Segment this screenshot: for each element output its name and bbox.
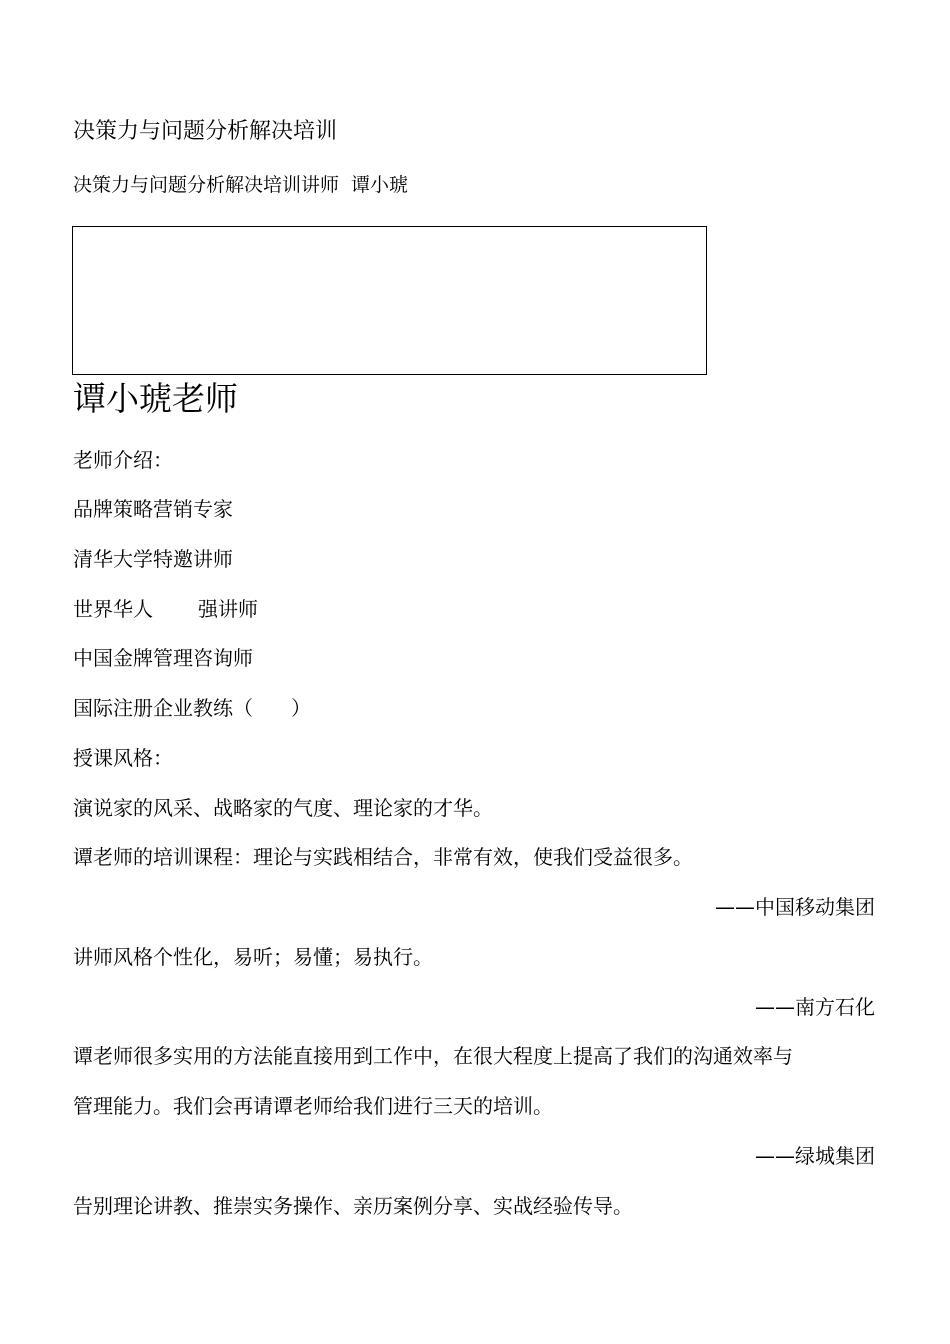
document-title: 决策力与问题分析解决培训 [73,119,338,144]
testimonial-source: ——绿城集团 [755,1144,875,1168]
testimonial-quote: 讲师风格个性化，易听；易懂；易执行。 [73,945,433,969]
credential-item [73,599,258,619]
credential-item: 品牌策略营销专家 [73,497,233,521]
credential-item: 中国金牌管理咨询师 [73,646,253,670]
testimonial-source: ——南方石化 [755,995,875,1019]
credential-part: 强讲师 [198,597,258,621]
lecturer-name-heading: 谭小琥老师 [73,379,238,418]
closing-statement: 告别理论讲教、推崇实务操作、亲历案例分享、实战经验传导。 [73,1194,633,1218]
testimonial-quote-line: 管理能力。我们会再请谭老师给我们进行三天的培训。 [73,1094,553,1118]
credential-item [73,698,311,718]
subtitle-text: 决策力与问题分析解决培训讲师 [73,174,340,196]
testimonial-quote-line: 谭老师很多实用的方法能直接用到工作中，在很大程度上提高了我们的沟通效率与 [73,1044,793,1068]
teaching-style-label: 授课风格： [73,746,173,770]
credential-part: 国际注册企业教练（ [73,696,253,720]
subtitle-lecturer-name: 谭小琥 [351,174,409,196]
testimonial-quote: 谭老师的培训课程：理论与实践相结合，非常有效，使我们受益很多。 [73,845,693,869]
credential-item: 清华大学特邀讲师 [73,547,233,571]
intro-label: 老师介绍： [73,448,173,472]
credential-part: 世界华人 [73,597,153,621]
testimonial-source: ——中国移动集团 [715,895,875,919]
photo-placeholder-box [72,226,707,375]
teaching-style-summary: 演说家的风采、战略家的气度、理论家的才华。 [73,796,493,820]
credential-part: ） [291,696,311,720]
document-subtitle [73,176,408,195]
